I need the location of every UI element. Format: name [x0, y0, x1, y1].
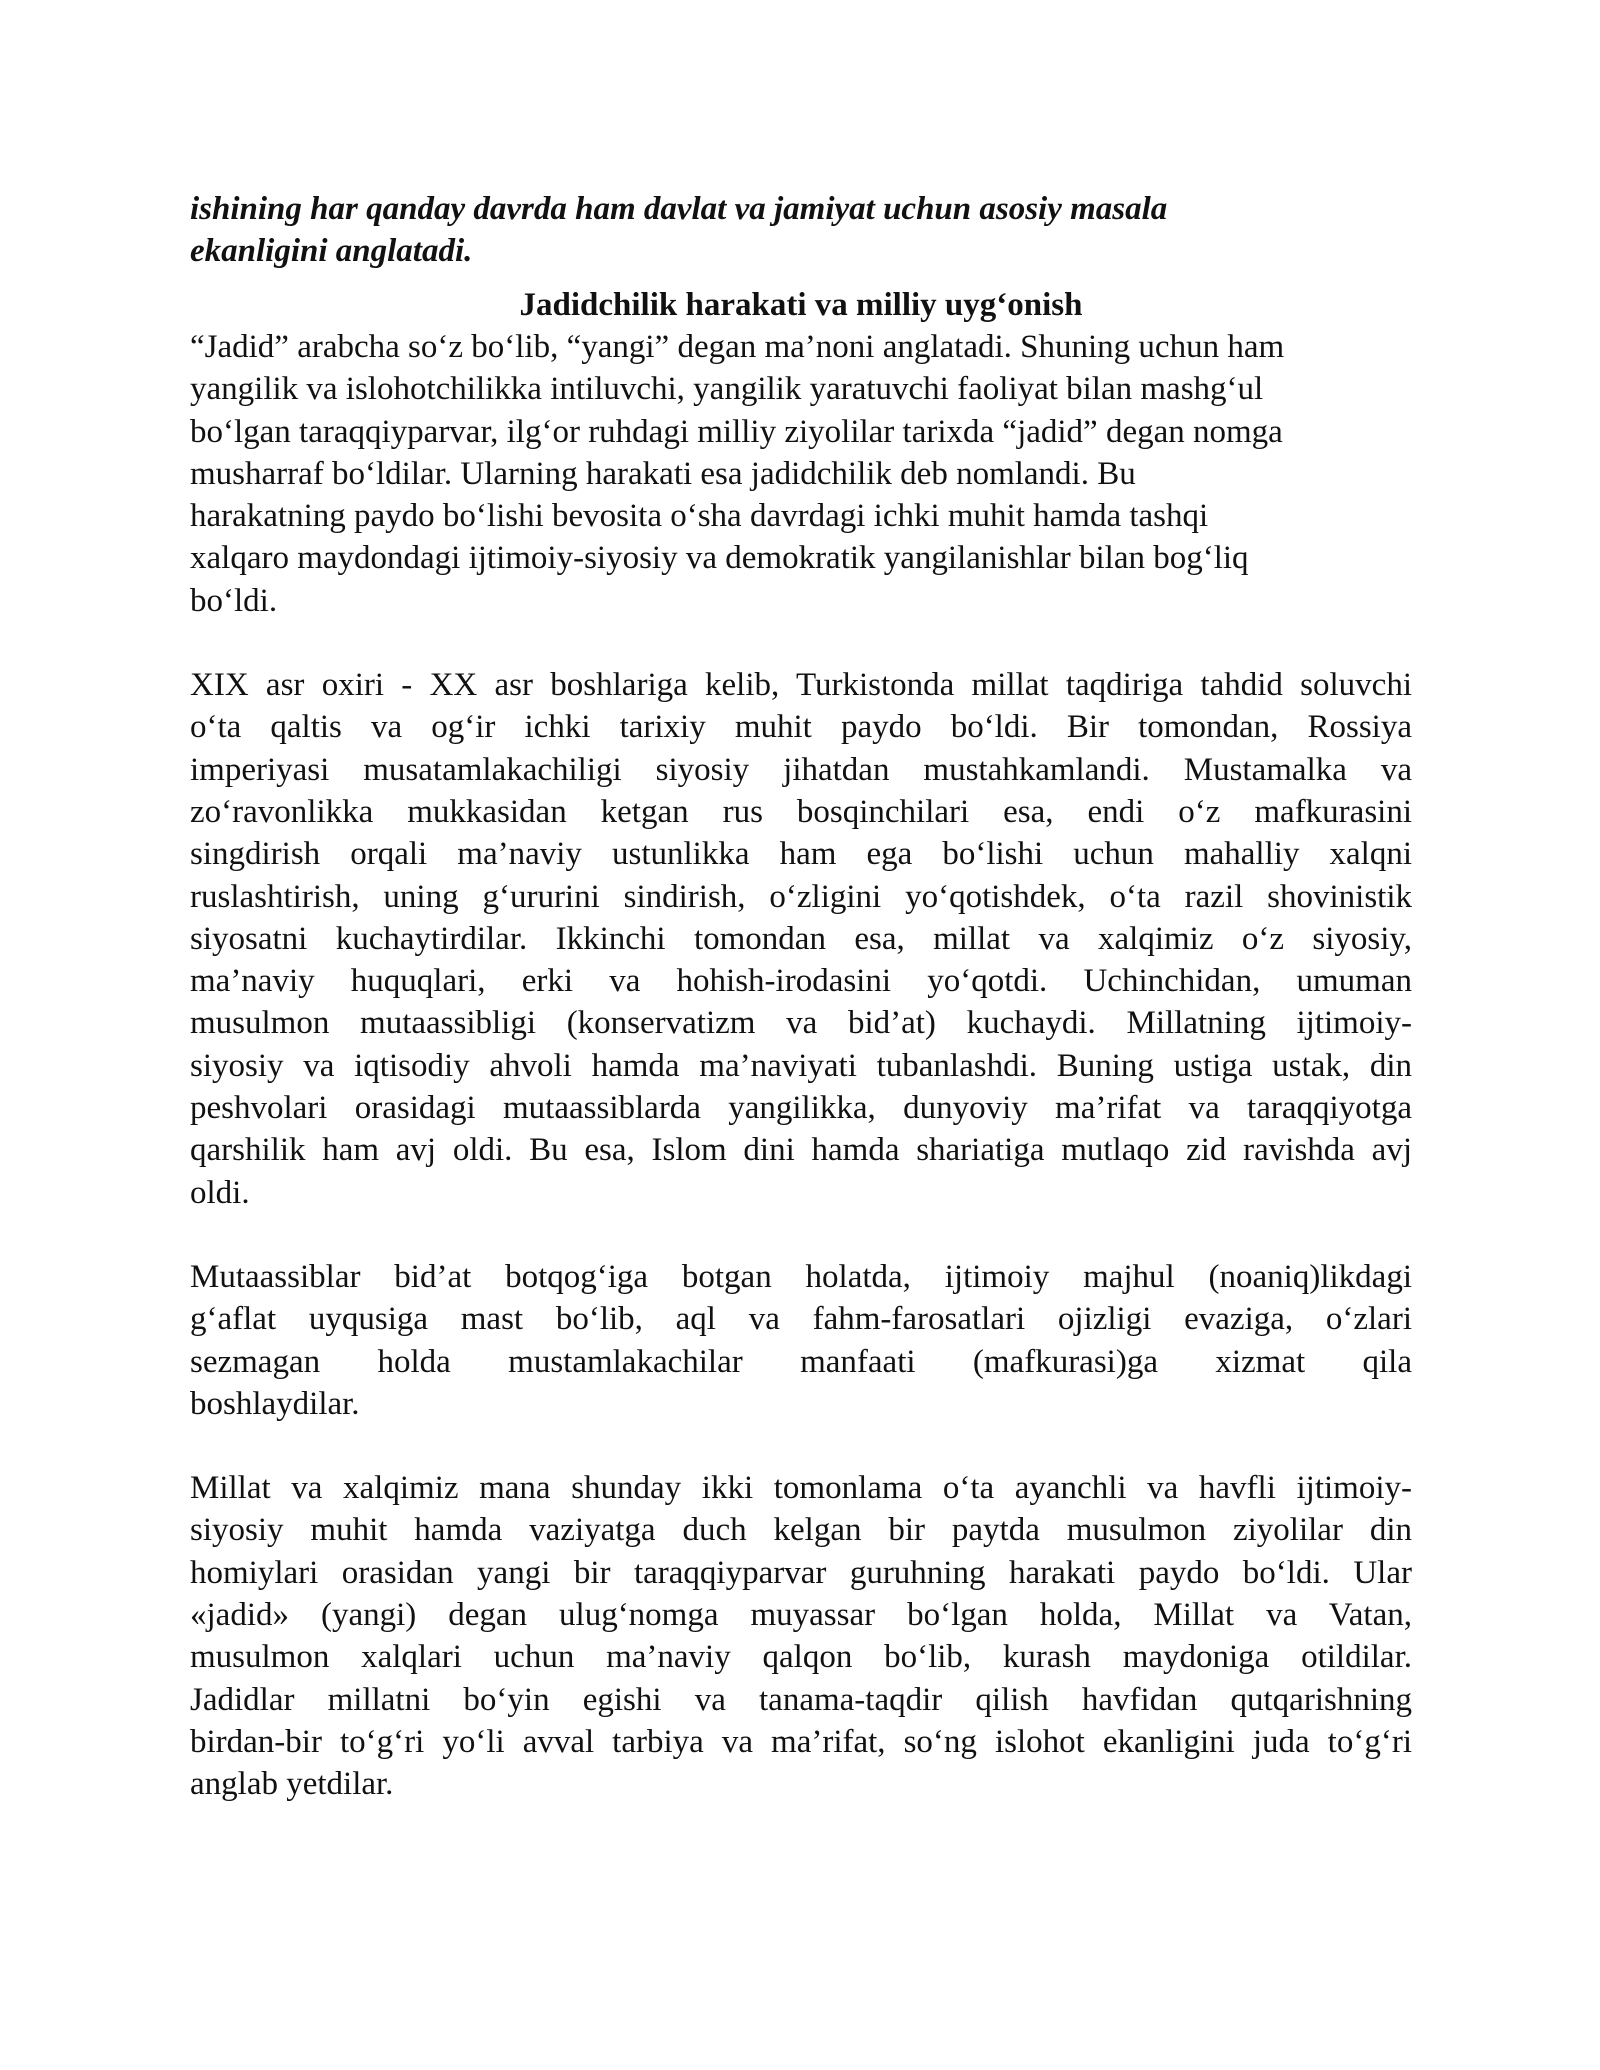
text-line: boshlaydilar. [190, 1385, 360, 1422]
text-line: harakatning paydo bo‘lishi bevosita o‘sha davrdagi ichki muhit hamda tashqi [190, 498, 1209, 535]
text-line: Mutaassiblar bid’at botqog‘iga botgan holatda, ijtimoiy majhul (noaniq)likdagi [190, 1258, 1412, 1295]
text-line: siyosatni kuchaytirdilar. Ikkinchi tomondan esa, millat va xalqimiz o‘z siyosiy, [190, 920, 1412, 957]
text-line: musulmon xalqlari uchun ma’naviy qalqon bo‘lib, kurash maydoniga otildilar. [190, 1639, 1412, 1676]
text-line: musharraf bo‘ldilar. Ularning harakati esa jadidchilik deb nomlandi. Bu [190, 455, 1136, 492]
text-line: bo‘lgan taraqqiyparvar, ilg‘or ruhdagi milliy ziyolilar tarixda “jadid” degan nomga [190, 413, 1283, 450]
text-line: Jadidlar millatni bo‘yin egishi va tanama-taqdir qilish havfidan qutqarishning [190, 1681, 1412, 1718]
text-line: XIX asr oxiri - XX asr boshlariga kelib, Turkistonda millat taqdiriga tahdid soluvchi [190, 667, 1412, 704]
text-line: yangilik va islohotchilikka intiluvchi, yangilik yaratuvchi faoliyat bilan mashg‘ul [190, 371, 1264, 408]
paragraph-2 [190, 664, 1412, 1214]
paragraph-1 [190, 326, 1412, 622]
text-line: ruslashtirish, uning g‘ururini sindirish, o‘zligini yo‘qotishdek, o‘ta razil shovinistik [190, 878, 1412, 915]
section-heading: Jadidchilik harakati va milliy uyg‘onish [519, 287, 1083, 323]
text-line: homiylari orasidan yangi bir taraqqiyparvar guruhning harakati paydo bo‘ldi. Ular [190, 1554, 1412, 1591]
text-line: ma’naviy huquqlari, erki va hohish-irodasini yo‘qotdi. Uchinchidan, umuman [190, 963, 1412, 1000]
text-line: ishining har qanday davrda ham davlat va jamiyat uchun asosiy masala [190, 191, 1168, 227]
text-line: birdan-bir to‘g‘ri yo‘li avval tarbiya va ma’rifat, so‘ng islohot ekanligini juda to‘g‘ri [190, 1723, 1412, 1760]
text-line: anglab yetdilar. [190, 1766, 394, 1803]
text-line: siyosiy muhit hamda vaziyatga duch kelgan bir paytda musulmon ziyolilar din [190, 1512, 1412, 1549]
text-line: singdirish orqali ma’naviy ustunlikka ham ega bo‘lishi uchun mahalliy xalqni [190, 836, 1412, 873]
text-line: ekanligini anglatadi. [190, 233, 473, 269]
text-line: o‘ta qaltis va og‘ir ichki tarixiy muhit paydo bo‘ldi. Bir tomondan, Rossiya [190, 709, 1412, 746]
text-line: oldi. [190, 1174, 250, 1211]
document-body [190, 188, 1412, 1806]
text-line: g‘aflat uyqusiga mast bo‘lib, aql va fahm-farosatlari ojizligi evaziga, o‘zlari [190, 1301, 1412, 1338]
text-line: siyosiy va iqtisodiy ahvoli hamda ma’naviyati tubanlashdi. Buning ustiga ustak, din [190, 1047, 1412, 1084]
text-line: “Jadid” arabcha so‘z bo‘lib, “yangi” degan ma’noni anglatadi. Shuning uchun ham [190, 329, 1285, 365]
text-line: xalqaro maydondagi ijtimoiy-siyosiy va demokratik yangilanishlar bilan bog‘liq [190, 540, 1249, 577]
intro-paragraph [190, 188, 1412, 272]
paragraph-4 [190, 1467, 1412, 1805]
text-line: imperiyasi musatamlakachiligi siyosiy jihatdan mustahkamlandi. Mustamalka va [190, 751, 1412, 788]
text-line: «jadid» (yangi) degan ulug‘nomga muyassar bo‘lgan holda, Millat va Vatan, [190, 1597, 1412, 1634]
text-line: sezmagan holda mustamlakachilar manfaati (mafkurasi)ga xizmat qila [190, 1343, 1412, 1380]
text-line: bo‘ldi. [190, 582, 278, 619]
text-line: qarshilik ham avj oldi. Bu esa, Islom dini hamda shariatiga mutlaqo zid ravishda avj [190, 1132, 1412, 1169]
text-line: zo‘ravonlikka mukkasidan ketgan rus bosqinchilari esa, endi o‘z mafkurasini [190, 793, 1412, 830]
text-line: musulmon mutaassibligi (konservatizm va bid’at) kuchaydi. Millatning ijtimoiy- [190, 1005, 1412, 1042]
text-line: Millat va xalqimiz mana shunday ikki tomonlama o‘ta ayanchli va havfli ijtimoiy- [190, 1470, 1412, 1507]
text-line: peshvolari orasidagi mutaassiblarda yangilikka, dunyoviy ma’rifat va taraqqiyotga [190, 1090, 1412, 1127]
paragraph-3 [190, 1256, 1412, 1425]
